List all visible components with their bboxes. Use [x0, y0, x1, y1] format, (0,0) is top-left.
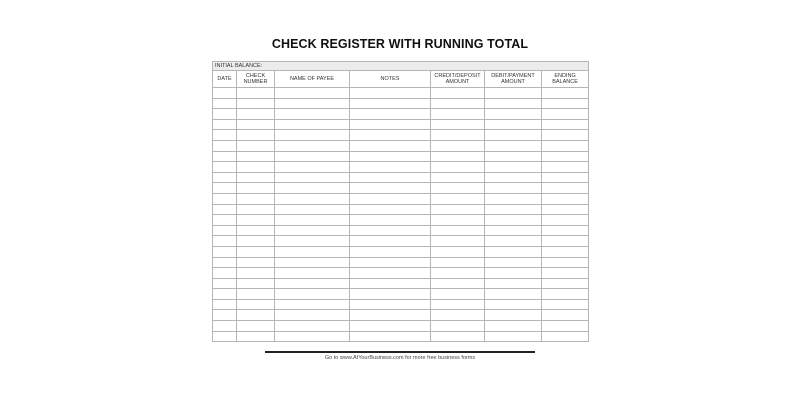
credit-cell[interactable]: [431, 246, 485, 257]
date-cell[interactable]: [213, 321, 237, 332]
ending-balance-cell[interactable]: [542, 88, 589, 99]
ending-balance-cell[interactable]: [542, 289, 589, 300]
notes-cell[interactable]: [350, 140, 431, 151]
credit-cell[interactable]: [431, 172, 485, 183]
date-cell[interactable]: [213, 289, 237, 300]
payee-cell[interactable]: [275, 278, 350, 289]
notes-cell[interactable]: [350, 119, 431, 130]
debit-cell[interactable]: [485, 88, 542, 99]
credit-cell[interactable]: [431, 162, 485, 173]
notes-cell[interactable]: [350, 172, 431, 183]
check-number-cell[interactable]: [237, 119, 275, 130]
date-cell[interactable]: [213, 257, 237, 268]
date-cell[interactable]: [213, 204, 237, 215]
debit-cell[interactable]: [485, 162, 542, 173]
check-number-cell[interactable]: [237, 98, 275, 109]
debit-cell[interactable]: [485, 119, 542, 130]
date-cell[interactable]: [213, 310, 237, 321]
check-number-cell[interactable]: [237, 268, 275, 279]
payee-cell[interactable]: [275, 193, 350, 204]
column-header-ending-balance: ENDING BALANCE: [542, 71, 589, 88]
debit-cell[interactable]: [485, 204, 542, 215]
notes-cell[interactable]: [350, 236, 431, 247]
column-header-row: [213, 71, 589, 88]
notes-cell[interactable]: [350, 130, 431, 141]
payee-cell[interactable]: [275, 257, 350, 268]
notes-cell[interactable]: [350, 225, 431, 236]
notes-cell[interactable]: [350, 268, 431, 279]
check-number-cell[interactable]: [237, 310, 275, 321]
initial-balance-row: [213, 62, 589, 71]
debit-cell[interactable]: [485, 193, 542, 204]
ending-balance-cell[interactable]: [542, 225, 589, 236]
payee-cell[interactable]: [275, 130, 350, 141]
notes-cell[interactable]: [350, 151, 431, 162]
credit-cell[interactable]: [431, 88, 485, 99]
credit-cell[interactable]: [431, 183, 485, 194]
credit-cell[interactable]: [431, 204, 485, 215]
ending-balance-cell[interactable]: [542, 268, 589, 279]
table-row: [213, 130, 589, 141]
credit-cell[interactable]: [431, 225, 485, 236]
payee-cell[interactable]: [275, 172, 350, 183]
debit-cell[interactable]: [485, 98, 542, 109]
debit-cell[interactable]: [485, 278, 542, 289]
debit-cell[interactable]: [485, 236, 542, 247]
credit-cell[interactable]: [431, 119, 485, 130]
table-row: [213, 140, 589, 151]
payee-cell[interactable]: [275, 236, 350, 247]
debit-cell[interactable]: [485, 215, 542, 226]
credit-cell[interactable]: [431, 151, 485, 162]
date-cell[interactable]: [213, 225, 237, 236]
check-number-cell[interactable]: [237, 183, 275, 194]
credit-cell[interactable]: [431, 289, 485, 300]
check-number-cell[interactable]: [237, 225, 275, 236]
date-cell[interactable]: [213, 109, 237, 120]
check-number-cell[interactable]: [237, 204, 275, 215]
table-row: [213, 193, 589, 204]
payee-cell[interactable]: [275, 246, 350, 257]
payee-cell[interactable]: [275, 331, 350, 342]
notes-cell[interactable]: [350, 162, 431, 173]
payee-cell[interactable]: [275, 119, 350, 130]
date-cell[interactable]: [213, 151, 237, 162]
debit-cell[interactable]: [485, 246, 542, 257]
credit-cell[interactable]: [431, 140, 485, 151]
payee-cell[interactable]: [275, 289, 350, 300]
table-row: [213, 236, 589, 247]
credit-cell[interactable]: [431, 193, 485, 204]
debit-cell[interactable]: [485, 225, 542, 236]
table-row: [213, 204, 589, 215]
ending-balance-cell[interactable]: [542, 215, 589, 226]
debit-cell[interactable]: [485, 268, 542, 279]
check-number-cell[interactable]: [237, 236, 275, 247]
table-row: [213, 321, 589, 332]
ending-balance-cell[interactable]: [542, 331, 589, 342]
ending-balance-cell[interactable]: [542, 236, 589, 247]
table-row: [213, 268, 589, 279]
ending-balance-cell[interactable]: [542, 257, 589, 268]
notes-cell[interactable]: [350, 98, 431, 109]
date-cell[interactable]: [213, 331, 237, 342]
table-row: [213, 257, 589, 268]
payee-cell[interactable]: [275, 268, 350, 279]
debit-cell[interactable]: [485, 299, 542, 310]
check-number-cell[interactable]: [237, 140, 275, 151]
table-row: [213, 162, 589, 173]
notes-cell[interactable]: [350, 246, 431, 257]
notes-cell[interactable]: [350, 331, 431, 342]
credit-cell[interactable]: [431, 321, 485, 332]
check-number-cell[interactable]: [237, 193, 275, 204]
date-cell[interactable]: [213, 299, 237, 310]
check-number-cell[interactable]: [237, 321, 275, 332]
date-cell[interactable]: [213, 130, 237, 141]
table-row: [213, 278, 589, 289]
notes-cell[interactable]: [350, 321, 431, 332]
notes-cell[interactable]: [350, 299, 431, 310]
ending-balance-cell[interactable]: [542, 193, 589, 204]
credit-cell[interactable]: [431, 257, 485, 268]
debit-cell[interactable]: [485, 172, 542, 183]
payee-cell[interactable]: [275, 204, 350, 215]
check-register-table: [212, 61, 589, 342]
check-number-cell[interactable]: [237, 88, 275, 99]
check-number-cell[interactable]: [237, 151, 275, 162]
debit-cell[interactable]: [485, 289, 542, 300]
date-cell[interactable]: [213, 278, 237, 289]
date-cell[interactable]: [213, 268, 237, 279]
credit-cell[interactable]: [431, 299, 485, 310]
footer-rule: [265, 351, 535, 353]
column-header-payee: NAME OF PAYEE: [275, 71, 350, 88]
column-header-credit-deposit: CREDIT/DEPOSIT AMOUNT: [431, 71, 485, 88]
credit-cell[interactable]: [431, 130, 485, 141]
ending-balance-cell[interactable]: [542, 310, 589, 321]
debit-cell[interactable]: [485, 321, 542, 332]
table-row: [213, 299, 589, 310]
credit-cell[interactable]: [431, 236, 485, 247]
payee-cell[interactable]: [275, 151, 350, 162]
table-row: [213, 183, 589, 194]
table-row: [213, 310, 589, 321]
ending-balance-cell[interactable]: [542, 162, 589, 173]
ending-balance-cell[interactable]: [542, 183, 589, 194]
payee-cell[interactable]: [275, 310, 350, 321]
date-cell[interactable]: [213, 183, 237, 194]
payee-cell[interactable]: [275, 140, 350, 151]
table-row: [213, 289, 589, 300]
debit-cell[interactable]: [485, 331, 542, 342]
credit-cell[interactable]: [431, 268, 485, 279]
table-row: [213, 98, 589, 109]
table-row: [213, 331, 589, 342]
check-number-cell[interactable]: [237, 246, 275, 257]
credit-cell[interactable]: [431, 331, 485, 342]
date-cell[interactable]: [213, 215, 237, 226]
ending-balance-cell[interactable]: [542, 172, 589, 183]
date-cell[interactable]: [213, 246, 237, 257]
check-number-cell[interactable]: [237, 130, 275, 141]
ending-balance-cell[interactable]: [542, 151, 589, 162]
notes-cell[interactable]: [350, 215, 431, 226]
notes-cell[interactable]: [350, 257, 431, 268]
credit-cell[interactable]: [431, 278, 485, 289]
debit-cell[interactable]: [485, 183, 542, 194]
date-cell[interactable]: [213, 236, 237, 247]
ending-balance-cell[interactable]: [542, 246, 589, 257]
table-row: [213, 151, 589, 162]
table-row: [213, 172, 589, 183]
payee-cell[interactable]: [275, 88, 350, 99]
payee-cell[interactable]: [275, 162, 350, 173]
payee-cell[interactable]: [275, 98, 350, 109]
debit-cell[interactable]: [485, 140, 542, 151]
date-cell[interactable]: [213, 172, 237, 183]
date-cell[interactable]: [213, 98, 237, 109]
debit-cell[interactable]: [485, 151, 542, 162]
column-header-date: DATE: [213, 71, 237, 88]
table-row: [213, 109, 589, 120]
ending-balance-cell[interactable]: [542, 299, 589, 310]
ending-balance-cell[interactable]: [542, 130, 589, 141]
credit-cell[interactable]: [431, 215, 485, 226]
payee-cell[interactable]: [275, 225, 350, 236]
date-cell[interactable]: [213, 88, 237, 99]
payee-cell[interactable]: [275, 215, 350, 226]
notes-cell[interactable]: [350, 310, 431, 321]
column-header-debit-payment: DEBIT/PAYMENT AMOUNT: [485, 71, 542, 88]
ending-balance-cell[interactable]: [542, 140, 589, 151]
date-cell[interactable]: [213, 119, 237, 130]
table-row: [213, 215, 589, 226]
date-cell[interactable]: [213, 140, 237, 151]
notes-cell[interactable]: [350, 278, 431, 289]
date-cell[interactable]: [213, 193, 237, 204]
date-cell[interactable]: [213, 162, 237, 173]
initial-balance-label[interactable]: INITIAL BALANCE:: [213, 62, 589, 71]
check-number-cell[interactable]: [237, 331, 275, 342]
check-number-cell[interactable]: [237, 215, 275, 226]
notes-cell[interactable]: [350, 109, 431, 120]
ending-balance-cell[interactable]: [542, 119, 589, 130]
check-number-cell[interactable]: [237, 278, 275, 289]
footer-link-text[interactable]: Go to www.AtYourBusiness.com for more free business forms: [324, 355, 476, 361]
notes-cell[interactable]: [350, 183, 431, 194]
payee-cell[interactable]: [275, 183, 350, 194]
payee-cell[interactable]: [275, 109, 350, 120]
payee-cell[interactable]: [275, 299, 350, 310]
notes-cell[interactable]: [350, 204, 431, 215]
table-row: [213, 225, 589, 236]
check-number-cell[interactable]: [237, 109, 275, 120]
ending-balance-cell[interactable]: [542, 321, 589, 332]
notes-cell[interactable]: [350, 289, 431, 300]
check-number-cell[interactable]: [237, 289, 275, 300]
check-number-cell[interactable]: [237, 257, 275, 268]
credit-cell[interactable]: [431, 310, 485, 321]
payee-cell[interactable]: [275, 321, 350, 332]
check-number-cell[interactable]: [237, 162, 275, 173]
debit-cell[interactable]: [485, 109, 542, 120]
debit-cell[interactable]: [485, 130, 542, 141]
table-row: [213, 246, 589, 257]
table-row: [213, 88, 589, 99]
ending-balance-cell[interactable]: [542, 278, 589, 289]
check-number-cell[interactable]: [237, 172, 275, 183]
credit-cell[interactable]: [431, 109, 485, 120]
column-header-notes: NOTES: [350, 71, 431, 88]
ending-balance-cell[interactable]: [542, 109, 589, 120]
page-title: CHECK REGISTER WITH RUNNING TOTAL: [271, 37, 529, 51]
column-header-check-number: CHECK NUMBER: [237, 71, 275, 88]
notes-cell[interactable]: [350, 88, 431, 99]
debit-cell[interactable]: [485, 310, 542, 321]
debit-cell[interactable]: [485, 257, 542, 268]
ending-balance-cell[interactable]: [542, 204, 589, 215]
check-number-cell[interactable]: [237, 299, 275, 310]
notes-cell[interactable]: [350, 193, 431, 204]
table-row: [213, 119, 589, 130]
ending-balance-cell[interactable]: [542, 98, 589, 109]
credit-cell[interactable]: [431, 98, 485, 109]
